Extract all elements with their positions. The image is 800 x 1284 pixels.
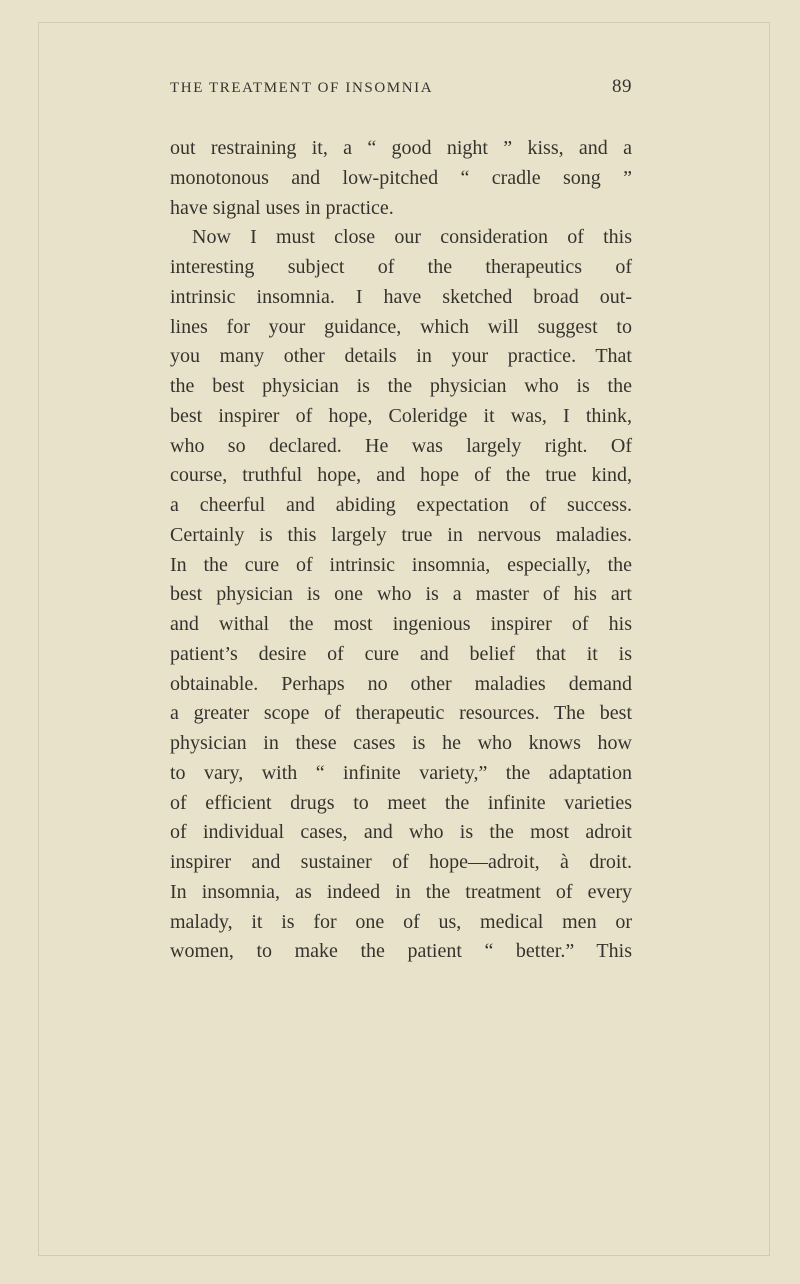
text-line: women, to make the patient “ better.” This [170, 940, 632, 963]
text-line: In the cure of intrinsic insomnia, especially, the [170, 553, 632, 576]
text-line: monotonous and low-pitched “ cradle song ” [170, 166, 632, 189]
text-line: of individual cases, and who is the most adroit [170, 821, 632, 844]
body-text [170, 134, 632, 967]
text-line: out restraining it, a “ good night ” kiss, and a [170, 137, 632, 159]
text-line: course, truthful hope, and hope of the true kind, [170, 464, 632, 487]
text-line: physician in these cases is he who knows how [170, 732, 632, 754]
text-line: lines for your guidance, which will suggest to [170, 315, 632, 338]
text-line: the best physician is the physician who is the [170, 375, 632, 397]
page-number: 89 [612, 76, 632, 97]
text-line: inspirer and sustainer of hope—adroit, à droit. [170, 851, 632, 873]
text-line: interesting subject of the therapeutics of [170, 256, 632, 278]
text-line: patient’s desire of cure and belief that it is [170, 642, 632, 665]
text-line: Certainly is this largely true in nervous maladies. [170, 523, 632, 546]
text-line: Now I must close our consideration of this [192, 226, 632, 249]
text-line: a cheerful and abiding expectation of success. [170, 494, 632, 516]
text-line: you many other details in your practice. That [170, 345, 632, 368]
text-line: best inspirer of hope, Coleridge it was, I think, [170, 404, 632, 427]
text-line: who so declared. He was largely right. Of [170, 434, 632, 457]
text-line: In insomnia, as indeed in the treatment of every [170, 880, 632, 903]
text-line: best physician is one who is a master of his art [170, 583, 632, 606]
text-line: intrinsic insomnia. I have sketched broad out- [170, 285, 632, 308]
running-head [170, 76, 632, 98]
text-line: to vary, with “ infinite variety,” the adaptation [170, 761, 632, 784]
running-title: THE TREATMENT OF INSOMNIA [170, 80, 434, 96]
text-line: have signal uses in practice. [170, 196, 394, 219]
text-line: a greater scope of therapeutic resources. The best [170, 702, 632, 725]
text-line: malady, it is for one of us, medical men or [170, 910, 632, 933]
text-line: of efficient drugs to meet the infinite varieties [170, 791, 632, 814]
text-line: and withal the most ingenious inspirer of his [170, 613, 632, 635]
text-line: obtainable. Perhaps no other maladies demand [170, 672, 632, 695]
